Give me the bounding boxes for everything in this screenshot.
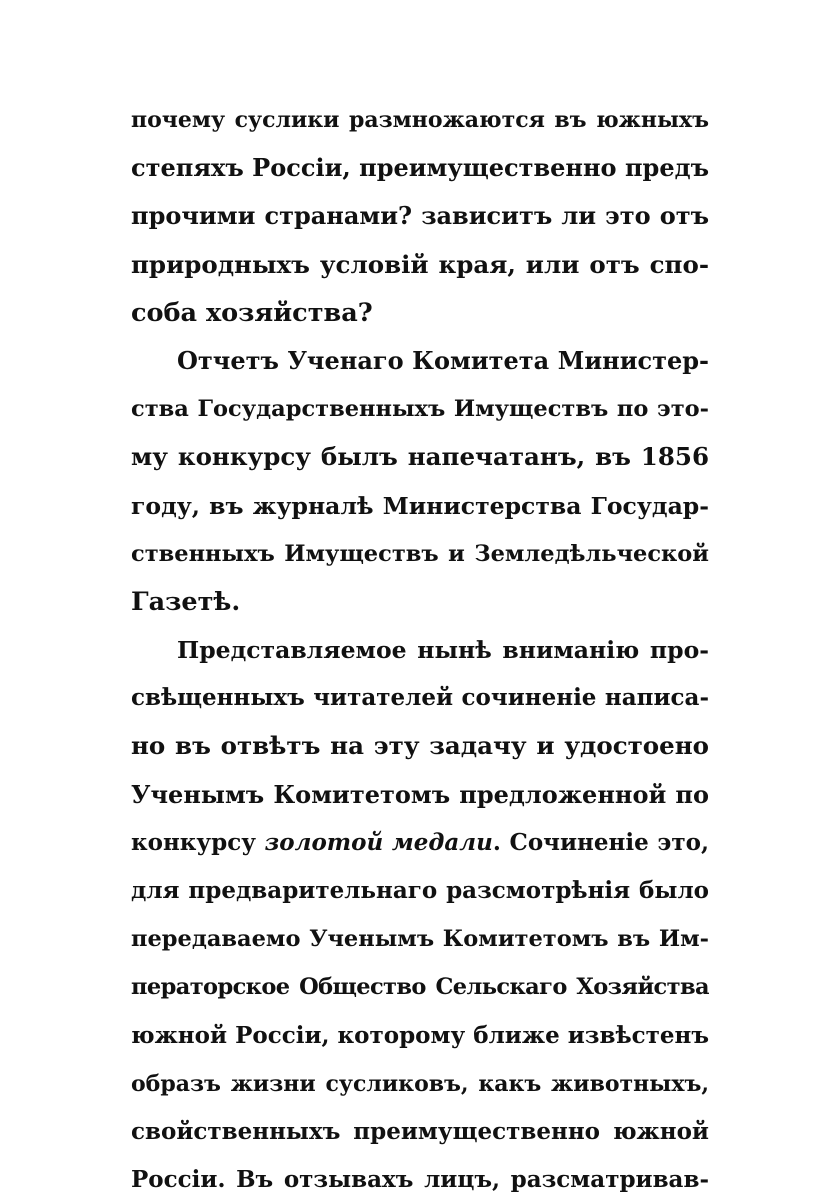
text-line: ства Государственныхъ Имуществъ по это-: [131, 396, 709, 423]
paragraph-first-line: Представляемое нынѣ вниманію про-: [177, 636, 709, 665]
text-line: Россіи. Въ отзывахъ лицъ, разсматривав-: [131, 1166, 709, 1194]
text-run: . Сочиненіе это,: [492, 828, 709, 856]
text-line: но въ отвѣтъ на эту задачу и удостоено: [131, 731, 709, 761]
text-line: свѣщенныхъ читателей сочиненіе написа-: [131, 684, 709, 712]
paragraph-first-line: Отчетъ Ученаго Комитета Министер-: [177, 345, 709, 375]
text-line: году, въ журналѣ Министерства Государ-: [131, 491, 709, 520]
italic-phrase: золотой медали: [264, 828, 493, 856]
text-line: свойственныхъ преимущественно южной: [131, 1117, 709, 1145]
text-line: передаваемо Ученымъ Комитетомъ въ Им-: [131, 926, 709, 953]
text-line: Газетѣ.: [131, 586, 241, 617]
text-line: му конкурсу былъ напечатанъ, въ 1856: [131, 442, 709, 472]
text-line: Ученымъ Комитетомъ предложенной по: [131, 779, 709, 809]
text-line: прочими странами? зависитъ ли это отъ: [131, 201, 709, 231]
text-run: конкурсу: [131, 828, 265, 856]
body-text: [131, 96, 709, 1204]
text-line-with-italic: [131, 819, 709, 867]
text-line: образъ жизни сусликовъ, какъ животныхъ,: [131, 1070, 709, 1097]
text-line: соба хозяйства?: [131, 297, 373, 328]
text-line: для предварительнаго разсмотрѣнія было: [131, 877, 709, 904]
text-line: ственныхъ Имуществъ и Земледѣльческой: [131, 540, 709, 567]
text-line: почему суслики размножаются въ южныхъ: [131, 107, 709, 133]
text-line: южной Россіи, которому ближе извѣстенъ: [131, 1021, 709, 1049]
text-line: ператорское Общество Сельскаго Хозяйства: [131, 974, 709, 1001]
text-line: степяхъ Россіи, преимущественно предъ: [131, 153, 709, 183]
text-line: природныхъ условій края, или отъ спо-: [131, 249, 709, 279]
